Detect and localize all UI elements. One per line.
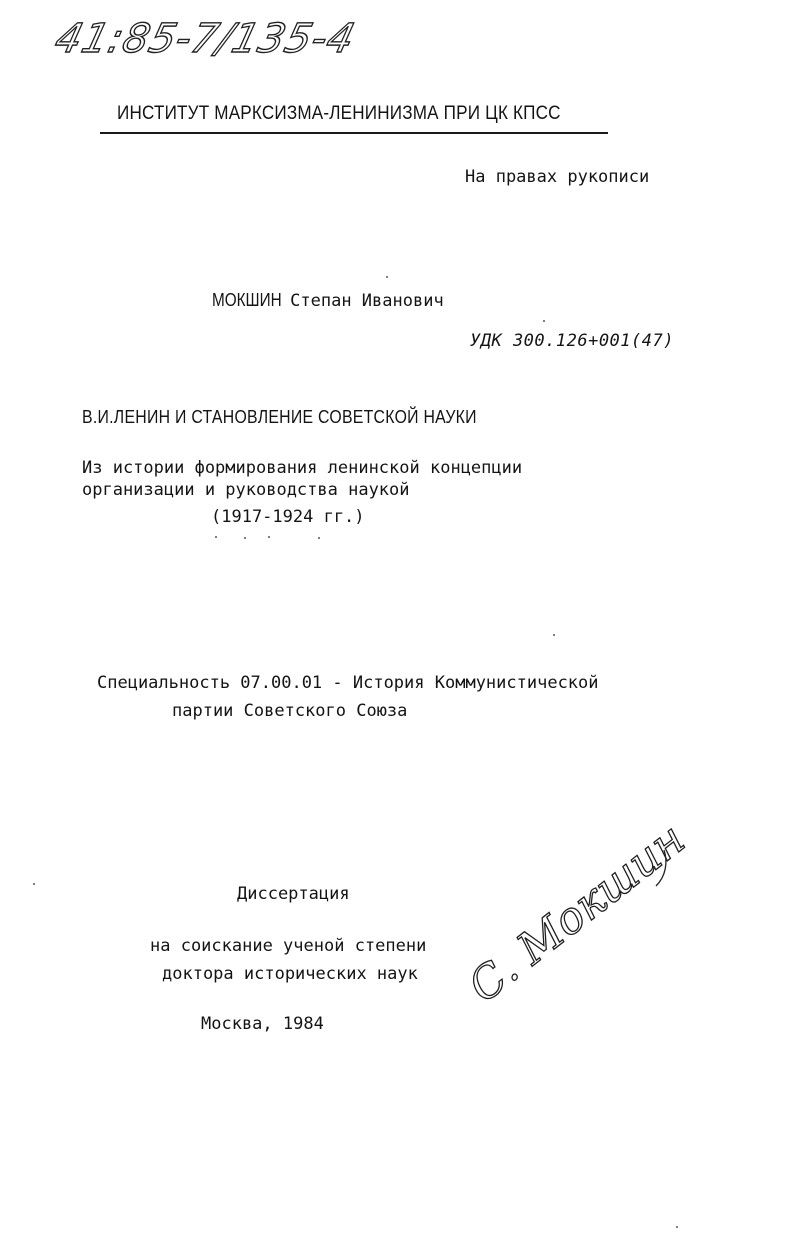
scan-speck xyxy=(33,883,35,885)
subtitle-line-1: Из истории формирования ленинской концепции xyxy=(82,458,523,478)
author-surname: МОКШИН xyxy=(212,290,282,310)
degree-line-1: на соискание ученой степени xyxy=(150,936,427,956)
author-signature xyxy=(459,813,695,1013)
handwritten-number-text: 41:85-7/135-4 xyxy=(50,14,361,62)
scan-speck xyxy=(215,536,217,538)
scan-speck xyxy=(318,537,320,539)
handwritten-archive-number xyxy=(50,8,361,78)
institute-name: ИНСТИТУТ МАРКСИЗМА-ЛЕНИНИЗМА ПРИ ЦК КПСС xyxy=(117,103,561,124)
signature-text: С. Мокшин xyxy=(459,813,695,1013)
specialty-line-1: Специальность 07.00.01 - История Коммунистической xyxy=(97,673,599,693)
scan-speck xyxy=(676,1226,678,1228)
scan-speck xyxy=(244,537,246,539)
city-and-year: Москва, 1984 xyxy=(201,1014,324,1034)
author-given-names: Степан Иванович xyxy=(279,291,444,311)
dissertation-label: Диссертация xyxy=(237,884,350,904)
scan-speck xyxy=(553,634,555,636)
scan-speck xyxy=(543,320,545,322)
years-range: (1917-1924 гг.) xyxy=(211,507,365,527)
scan-speck xyxy=(268,536,270,538)
author-name xyxy=(212,291,444,310)
specialty-line-2: партии Советского Союза xyxy=(172,701,408,721)
dissertation-title: В.И.ЛЕНИН И СТАНОВЛЕНИЕ СОВЕТСКОЙ НАУКИ xyxy=(82,407,477,427)
subtitle-line-2: организации и руководства наукой xyxy=(82,480,410,500)
udk-code: УДК 300.126+001(47) xyxy=(470,331,674,351)
rights-note: На правах рукописи xyxy=(465,167,650,187)
degree-line-2: доктора исторических наук xyxy=(162,964,418,984)
header-divider xyxy=(100,132,608,134)
scan-speck xyxy=(386,276,388,278)
